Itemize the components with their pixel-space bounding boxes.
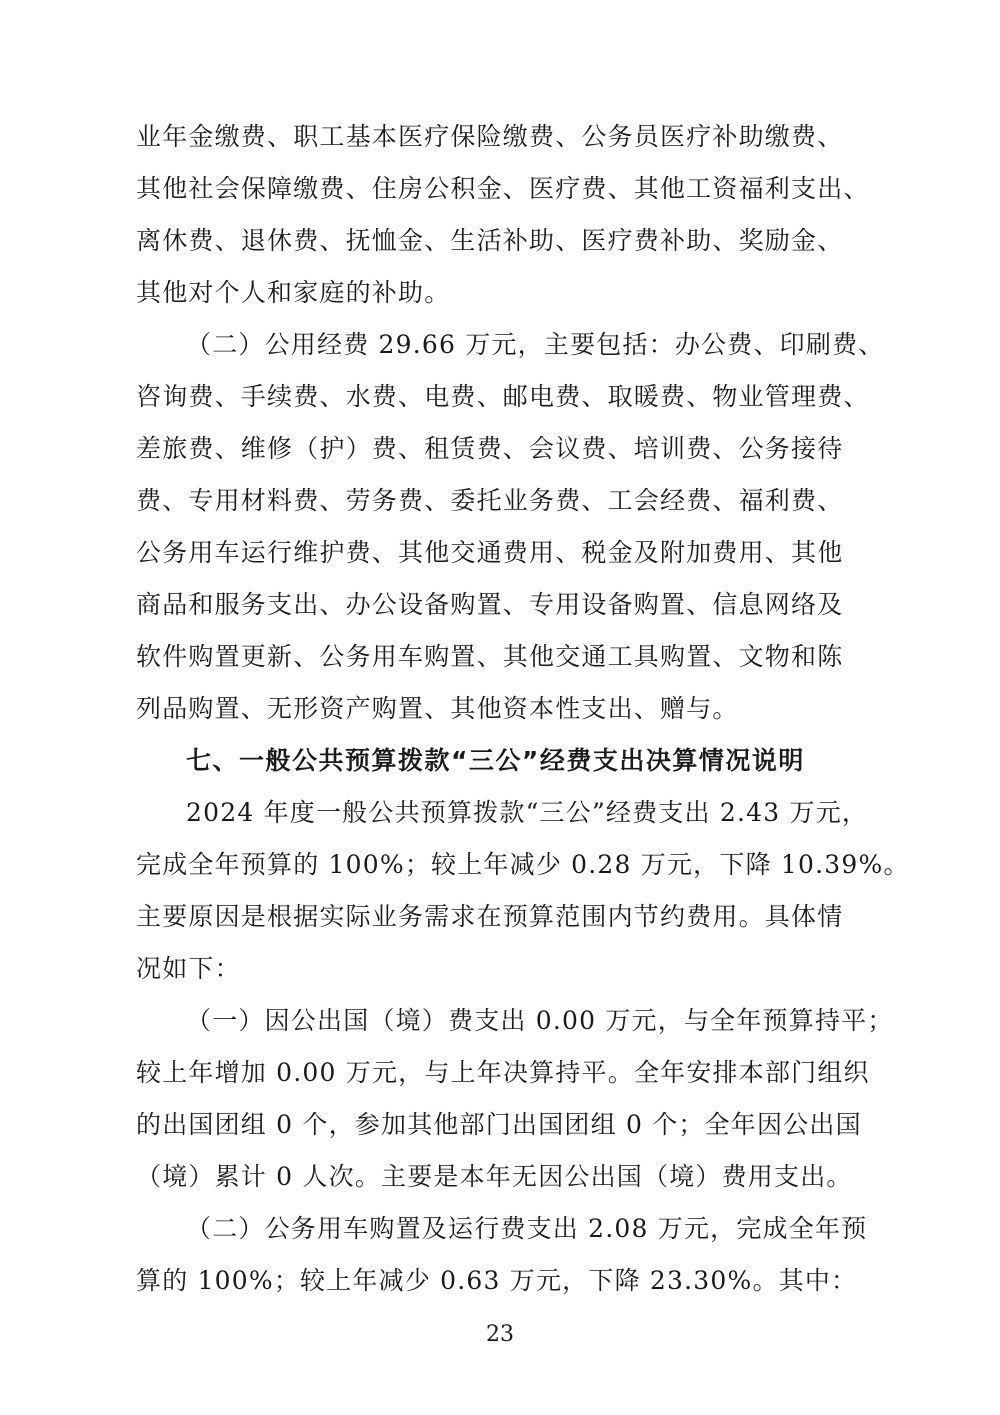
text-line: 业年金缴费、职工基本医疗保险缴费、公务员医疗补助缴费、	[136, 122, 844, 151]
text-line: 商品和服务支出、办公设备购置、专用设备购置、信息网络及	[136, 590, 844, 619]
text-line: 差旅费、维修（护）费、租赁费、会议费、培训费、公务接待	[136, 434, 844, 463]
text-line: 况如下：	[136, 954, 241, 983]
text-line: 其他对个人和家庭的补助。	[136, 278, 451, 307]
text-line: 咨询费、手续费、水费、电费、邮电费、取暖费、物业管理费、	[136, 382, 870, 411]
text-line: 公务用车运行维护费、其他交通费用、税金及附加费用、其他	[136, 538, 844, 567]
paragraph-start-line: （二）公务用车购置及运行费支出 2.08 万元，完成全年预	[186, 1214, 868, 1243]
text-line: 完成全年预算的 100%；较上年减少 0.28 万元，下降 10.39%。	[136, 850, 910, 879]
page-number: 23	[486, 1322, 514, 1347]
text-line: 主要原因是根据实际业务需求在预算范围内节约费用。具体情	[136, 902, 844, 931]
text-line: 费、专用材料费、劳务费、委托业务费、工会经费、福利费、	[136, 486, 844, 515]
paragraph-start-line: （一）因公出国（境）费支出 0.00 万元，与全年预算持平；	[186, 1006, 894, 1035]
section-heading: 七、一般公共预算拨款“三公”经费支出决算情况说明	[186, 746, 805, 775]
text-line: 其他社会保障缴费、住房公积金、医疗费、其他工资福利支出、	[136, 174, 870, 203]
text-line: 算的 100%；较上年减少 0.63 万元，下降 23.30%。其中：	[136, 1266, 858, 1295]
text-line: 较上年增加 0.00 万元，与上年决算持平。全年安排本部门组织	[136, 1058, 870, 1087]
text-line: 列品购置、无形资产购置、其他资本性支出、赠与。	[136, 694, 739, 723]
text-line: 离休费、退休费、抚恤金、生活补助、医疗费补助、奖励金、	[136, 226, 844, 255]
paragraph-start-line: 2024 年度一般公共预算拨款“三公”经费支出 2.43 万元，	[186, 798, 869, 827]
text-line: （境）累计 0 人次。主要是本年无因公出国（境）费用支出。	[136, 1162, 853, 1191]
paragraph-start-line: （二）公用经费 29.66 万元，主要包括：办公费、印刷费、	[186, 330, 885, 359]
text-line: 软件购置更新、公务用车购置、其他交通工具购置、文物和陈	[136, 642, 844, 671]
text-line: 的出国团组 0 个，参加其他部门出国团组 0 个；全年因公出国	[136, 1110, 862, 1139]
